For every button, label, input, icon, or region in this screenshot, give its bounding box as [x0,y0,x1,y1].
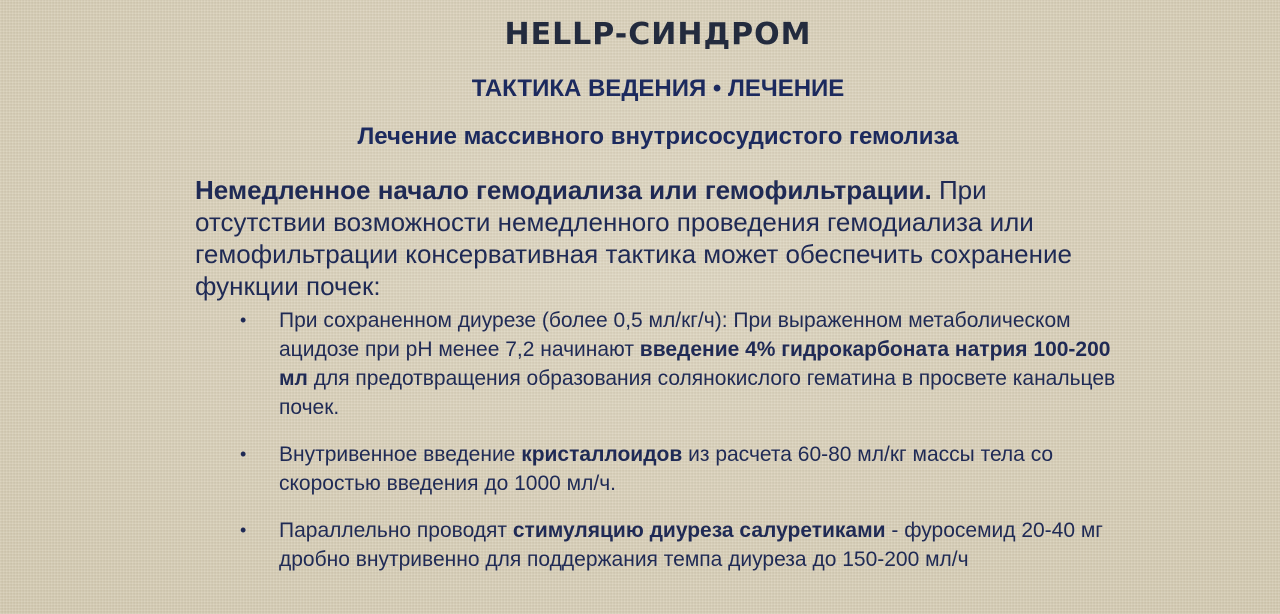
slide-subtitle: ТАКТИКА ВЕДЕНИЯ • ЛЕЧЕНИЕ [471,75,845,102]
bullet-text: - фуросемид 20-40 мг дробно внутривенно для поддержания темпа диуреза до 150-200 мл/ч [279,519,1103,571]
bullet-dot-icon: • [240,520,247,540]
bullet-item [240,440,1140,498]
bullet-item [240,306,1140,422]
intro-bold-text: Немедленное начало гемодиализа или гемофильтрации. [195,175,932,205]
bullet-dot-icon: • [240,444,247,464]
section-heading: Лечение массивного внутрисосудистого гемолиза [357,123,959,150]
bullet-text: из расчета 60-80 мл/кг массы тела со скоростью введения до 1000 мл/ч. [279,443,1054,495]
bullet-bold-text: кристаллоидов [521,443,683,466]
slide-title: HELLP-СИНДРОМ [504,17,812,52]
bullet-bold-text: введение 4% гидрокарбоната натрия 100-200 мл [279,338,1111,390]
bullet-text: При сохраненном диурезе (более 0,5 мл/кг/ч): При выраженном метаболическом ацидозе при pH менее 7,2 начинают [279,309,1071,361]
intro-paragraph [195,174,1115,302]
bullet-item [240,516,1140,574]
bullet-text: для предотвращения образования солянокислого гематина в просвете канальцев почек. [279,367,1116,419]
bullet-bold-text: стимуляцию диуреза салуретиками [512,519,886,542]
bullet-list [240,306,1140,592]
bullet-dot-icon: • [240,310,247,330]
bullet-text: Внутривенное введение [279,443,522,466]
intro-text: При отсутствии возможности немедленного проведения гемодиализа или гемофильтрации консервативная тактика может обеспечить сохранение функции почек: [195,175,1072,301]
bullet-text: Параллельно проводят [279,519,513,542]
